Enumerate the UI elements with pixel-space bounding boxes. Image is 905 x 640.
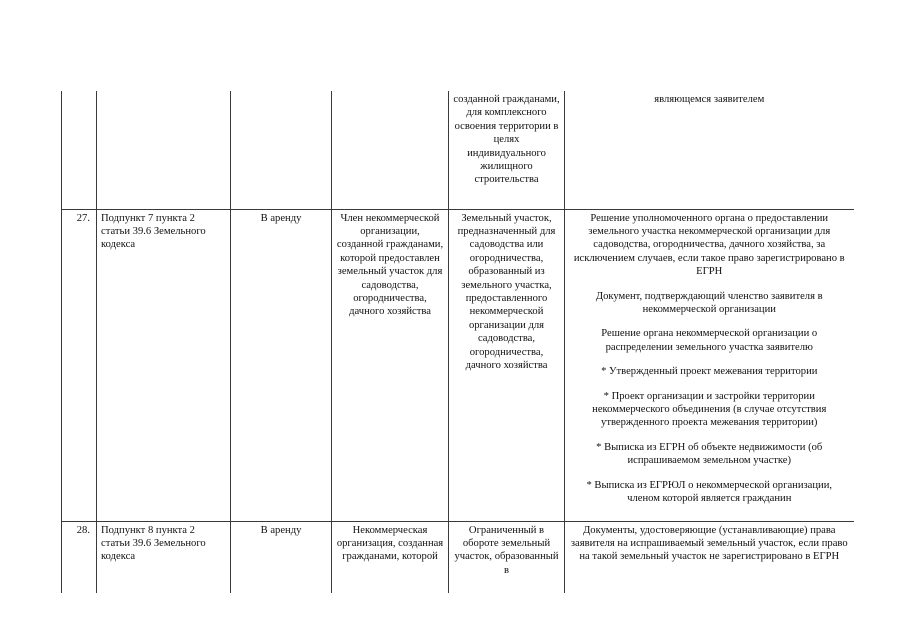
row-number-cell: 28. bbox=[62, 521, 97, 593]
legal-basis-cell bbox=[97, 91, 231, 209]
document-item: Документ, подтверждающий членство заявителя в некоммерческой организации bbox=[595, 290, 823, 315]
applicant-cell: Некоммерческая организация, созданная гражданами, которой bbox=[332, 521, 449, 593]
documents-cell bbox=[565, 91, 854, 209]
land-plot-cell: Земельный участок, предназначенный для садоводства или огородничества, образованный из земельного участка, предоставленного некоммерческой организации для садоводства, огородничества, дачного хозяйства bbox=[449, 209, 565, 521]
documents-cell bbox=[565, 209, 854, 521]
land-plot-cell: Ограниченный в обороте земельный участок, образованный в bbox=[449, 521, 565, 593]
row-number-cell: 27. bbox=[62, 209, 97, 521]
document-item: Решение органа некоммерческой организации о распределении земельного участка заявителю bbox=[601, 328, 818, 353]
table-row-continuation bbox=[62, 91, 854, 209]
land-documents-table bbox=[61, 91, 854, 593]
document-item: Решение уполномоченного органа о предоставлении земельного участка некоммерческой организации для садоводства, огородничества, дачного хозяйства, за исключением случаев, если такое право зарегистрировано в ЕГРН bbox=[573, 212, 845, 278]
right-type-cell: В аренду bbox=[231, 209, 332, 521]
document-item: * Выписка из ЕГРН об объекте недвижимости (об испрашиваемом земельном участке) bbox=[596, 441, 823, 467]
document-item: * Проект организации и застройки территории некоммерческого объединения (в случае отсутствия утвержденного проекта межевания территории) bbox=[592, 390, 827, 429]
right-type-cell: В аренду bbox=[231, 521, 332, 593]
legal-basis-cell: Подпункт 7 пункта 2 статьи 39.6 Земельного кодекса bbox=[97, 209, 231, 521]
table-row-28 bbox=[62, 521, 854, 593]
right-type-cell bbox=[231, 91, 332, 209]
table-row-27 bbox=[62, 209, 854, 521]
document-item: Документы, удостоверяющие (устанавливающие) права заявителя на испрашиваемый земельный участок, если право на такой земельный участок не зарегистрировано в ЕГРН bbox=[570, 524, 848, 563]
row-number-cell bbox=[62, 91, 97, 209]
document-item: * Утвержденный проект межевания территории bbox=[601, 366, 818, 378]
applicant-cell bbox=[332, 91, 449, 209]
applicant-cell: Член некоммерческой организации, созданной гражданами, которой предоставлен земельный участок для садоводства, огородничества, дачного хозяйства bbox=[332, 209, 449, 521]
document-item: * Выписка из ЕГРЮЛ о некоммерческой организации, членом которой является гражданин bbox=[586, 479, 833, 504]
legal-basis-cell: Подпункт 8 пункта 2 статьи 39.6 Земельного кодекса bbox=[97, 521, 231, 593]
document-item: являющемся заявителем bbox=[654, 94, 765, 105]
land-plot-cell: созданной гражданами, для комплексного освоения территории в целях индивидуального жилищного строительства bbox=[449, 91, 565, 209]
documents-cell bbox=[565, 521, 854, 593]
